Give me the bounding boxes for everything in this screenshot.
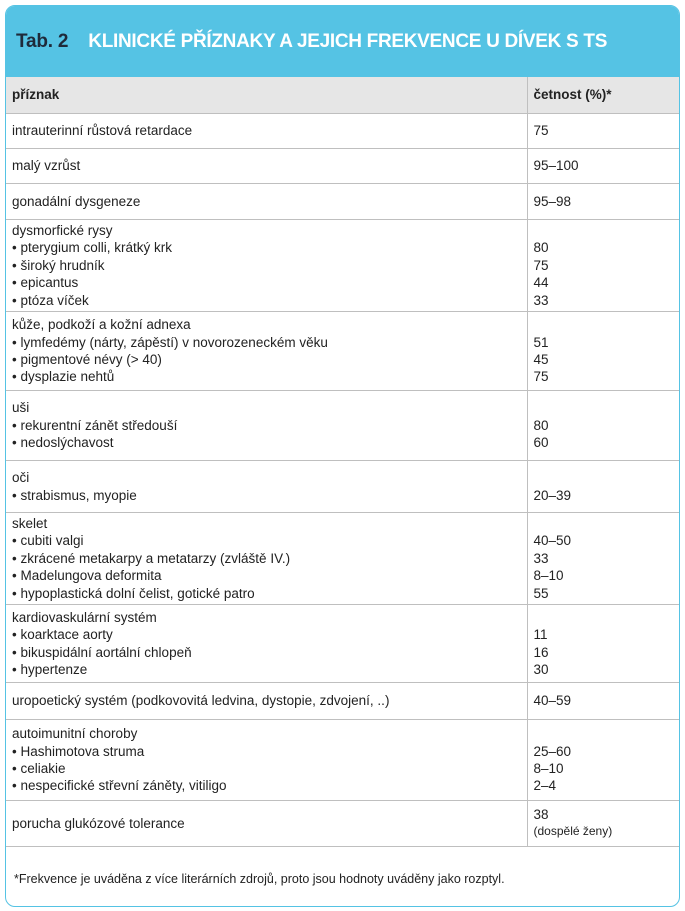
table-title: KLINICKÉ PŘÍZNAKY A JEJICH FREKVENCE U DÍVEK S TS (88, 30, 608, 52)
frequency-cell (527, 391, 679, 461)
symptom-group-label: oči (12, 470, 30, 486)
table-row (6, 391, 679, 461)
frequency-value: 80 (533, 240, 549, 256)
frequency-cell (527, 220, 679, 312)
symptom-group-label: autoimunitní choroby (12, 726, 138, 742)
frequency-cell (527, 683, 679, 720)
frequency-cell (527, 513, 679, 605)
frequency-cell (527, 149, 679, 184)
frequency-value: 2–4 (533, 778, 557, 794)
frequency-value: 75 (533, 257, 549, 273)
table-body (6, 114, 679, 846)
frequency-value (534, 222, 674, 239)
symptom-text: • hypertenze (12, 661, 88, 677)
table-row (6, 513, 679, 605)
symptom-cell (6, 801, 527, 846)
frequency-value: 25–60 (533, 743, 572, 759)
frequency-value: 80 (533, 417, 549, 433)
symptom-cell (6, 683, 527, 720)
frequency-value: 8–10 (533, 568, 564, 584)
frequency-value (534, 515, 674, 532)
frequency-cell (527, 720, 679, 801)
symptom-text: intrauterinní růstová retardace (12, 123, 193, 139)
symptom-text: • celiakie (12, 761, 66, 776)
symptom-text: • koarktace aorty (12, 627, 113, 643)
symptom-table (6, 77, 679, 846)
table-frame (5, 5, 680, 907)
table-row (6, 461, 679, 513)
symptom-text: • pigmentové névy (> 40) (12, 352, 162, 367)
frequency-value: 20–39 (533, 487, 572, 503)
frequency-value: 30 (533, 661, 549, 677)
symptom-text: • ptóza víček (12, 292, 89, 308)
frequency-value: 33 (533, 550, 549, 566)
frequency-value: 60 (533, 435, 549, 451)
frequency-value: 44 (533, 275, 549, 291)
frequency-value: 33 (533, 292, 549, 308)
frequency-value: 95–100 (533, 158, 579, 174)
symptom-text: • lymfedémy (nárty, zápěstí) v novorozeneckém věku (12, 334, 328, 350)
frequency-value (534, 399, 674, 416)
symptom-text: • rekurentní zánět středouší (12, 417, 178, 433)
symptom-text: • zkrácené metakarpy a metatarzy (zvláště IV.) (12, 550, 291, 566)
symptom-text: porucha glukózové tolerance (12, 815, 185, 831)
frequency-cell (527, 114, 679, 149)
symptom-text: • Madelungova deformita (12, 568, 162, 584)
symptom-cell (6, 513, 527, 605)
frequency-value: 45 (533, 352, 549, 367)
footnote: *Frekvence je uváděna z více literárních zdrojů, proto jsou hodnoty uváděny jako rozptyl. (6, 846, 679, 908)
table-title-bar (6, 6, 679, 77)
frequency-value: 11 (533, 627, 548, 643)
frequency-value: 40–50 (533, 533, 572, 549)
symptom-cell (6, 220, 527, 312)
table-row (6, 720, 679, 801)
frequency-value (534, 609, 674, 626)
table-row (6, 220, 679, 312)
frequency-value: 55 (533, 585, 549, 601)
frequency-value: 75 (533, 369, 549, 385)
table-row (6, 801, 679, 846)
symptom-text: • cubiti valgi (12, 533, 84, 549)
symptom-text: malý vzrůst (12, 158, 81, 174)
frequency-cell (527, 801, 679, 846)
table-header-row (6, 77, 679, 114)
frequency-cell (527, 312, 679, 391)
symptom-text: • epicantus (12, 275, 79, 291)
frequency-value (534, 316, 674, 333)
symptom-text: • pterygium colli, krátký krk (12, 240, 173, 256)
frequency-value: 51 (533, 334, 549, 350)
symptom-cell (6, 605, 527, 683)
symptom-cell (6, 720, 527, 801)
symptom-text: • hypoplastická dolní čelist, gotické patro (12, 585, 255, 601)
symptom-text: • strabismus, myopie (12, 487, 137, 503)
frequency-value (534, 469, 674, 486)
table-row (6, 184, 679, 220)
symptom-group-label: kůže, podkoží a kožní adnexa (12, 317, 191, 333)
symptom-text: uropoetický systém (podkovovitá ledvina, dystopie, zdvojení, ..) (12, 693, 390, 709)
symptom-text: • nespecifické střevní záněty, vitiligo (12, 778, 227, 794)
frequency-cell (527, 605, 679, 683)
symptom-cell (6, 184, 527, 220)
frequency-cell (527, 184, 679, 220)
table-row (6, 312, 679, 391)
symptom-text: • Hashimotova struma (12, 743, 145, 759)
table-number: Tab. 2 (16, 30, 69, 52)
header-symptom: příznak (6, 77, 527, 114)
table-row (6, 149, 679, 184)
symptom-cell (6, 149, 527, 184)
frequency-value (534, 725, 674, 742)
table-row (6, 605, 679, 683)
symptom-group-label: uši (12, 400, 30, 416)
frequency-value: 16 (533, 644, 549, 660)
symptom-cell (6, 461, 527, 513)
symptom-text: • bikuspidální aortální chlopeň (12, 644, 192, 660)
symptom-cell (6, 114, 527, 149)
symptom-text: • široký hrudník (12, 257, 105, 273)
symptom-cell (6, 391, 527, 461)
frequency-value: 38 (533, 806, 549, 822)
header-frequency: četnost (%)* (527, 77, 679, 114)
frequency-cell (527, 461, 679, 513)
symptom-text: • dysplazie nehtů (12, 369, 115, 385)
frequency-value: 95–98 (533, 193, 572, 209)
symptom-text: gonadální dysgeneze (12, 193, 141, 209)
frequency-value: 75 (533, 123, 549, 139)
symptom-group-label: kardiovaskulární systém (12, 609, 157, 625)
table-row (6, 114, 679, 149)
symptom-group-label: skelet (12, 515, 48, 531)
frequency-value: 8–10 (533, 761, 564, 776)
frequency-value: (dospělé ženy) (533, 824, 613, 839)
symptom-text: • nedoslýchavost (12, 435, 114, 451)
symptom-group-label: dysmorfické rysy (12, 222, 113, 238)
frequency-value: 40–59 (533, 693, 572, 709)
symptom-cell (6, 312, 527, 391)
table-row (6, 683, 679, 720)
